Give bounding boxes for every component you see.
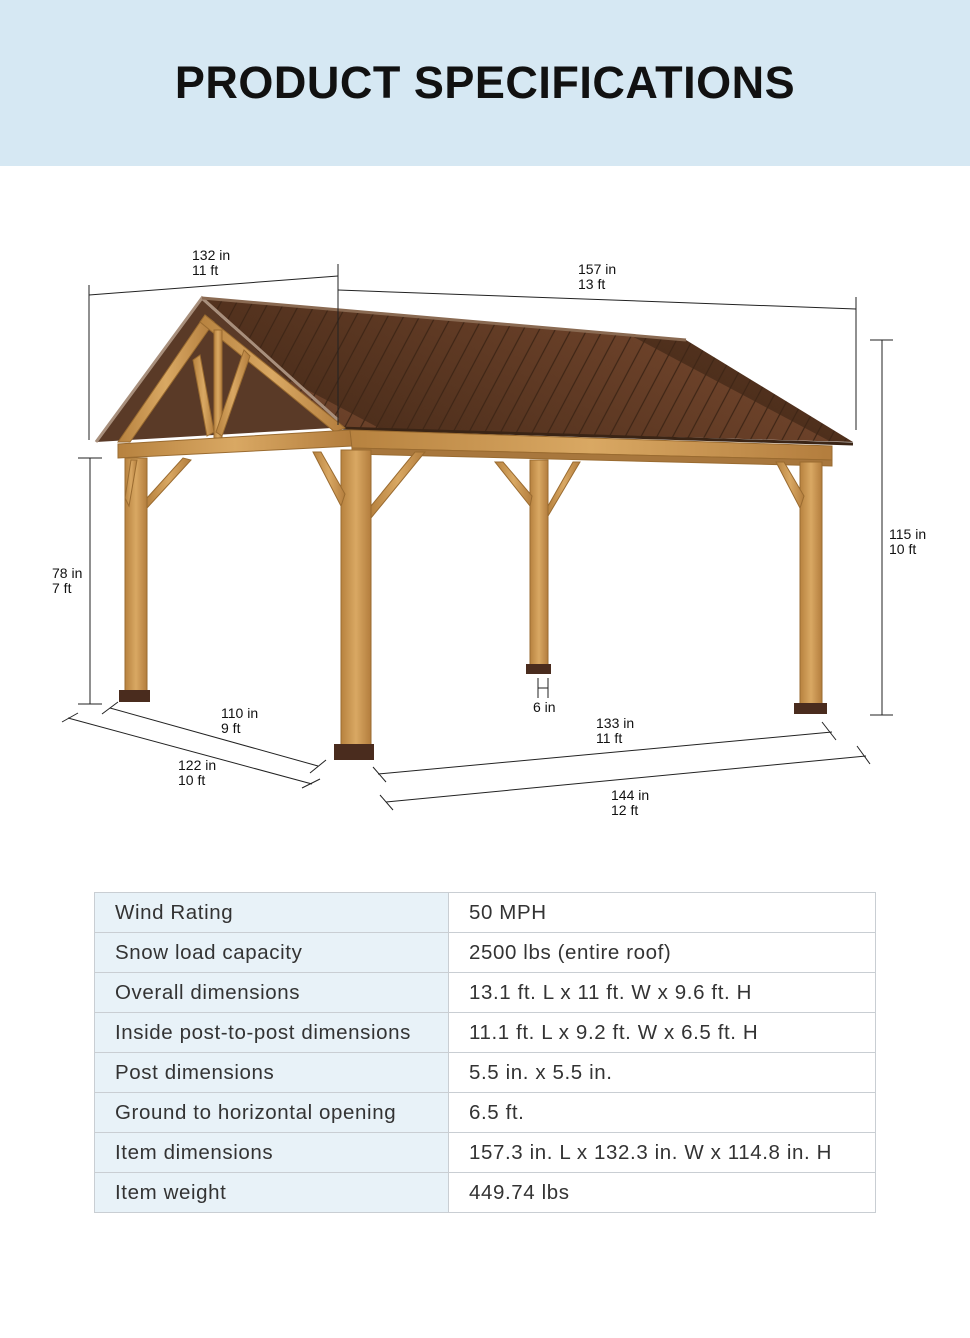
gazebo-illustration xyxy=(0,166,970,856)
spec-label: Inside post-to-post dimensions xyxy=(95,1013,449,1053)
dim-length-base: 144 in 12 ft xyxy=(611,787,650,818)
table-row xyxy=(95,1173,876,1213)
spec-label: Item dimensions xyxy=(95,1133,449,1173)
spec-value: 50 MPH xyxy=(449,893,876,933)
spec-value: 157.3 in. L x 132.3 in. W x 114.8 in. H xyxy=(449,1133,876,1173)
spec-label: Ground to horizontal opening xyxy=(95,1093,449,1133)
spec-label: Overall dimensions xyxy=(95,973,449,1013)
table-row xyxy=(95,893,876,933)
posts xyxy=(125,450,822,746)
table-row xyxy=(95,1093,876,1133)
dim-height-opening: 78 in 7 ft xyxy=(52,565,83,596)
spec-value: 6.5 ft. xyxy=(449,1093,876,1133)
dim-depth-top: 132 in 11 ft xyxy=(192,247,231,278)
spec-label: Wind Rating xyxy=(95,893,449,933)
table-row xyxy=(95,973,876,1013)
spec-value: 13.1 ft. L x 11 ft. W x 9.6 ft. H xyxy=(449,973,876,1013)
table-row xyxy=(95,1013,876,1053)
dim-length-top: 157 in 13 ft xyxy=(578,261,617,292)
table-row xyxy=(95,1133,876,1173)
gazebo-diagram xyxy=(0,166,970,856)
spec-value: 449.74 lbs xyxy=(449,1173,876,1213)
page-title: PRODUCT SPECIFICATIONS xyxy=(174,57,796,108)
table-row xyxy=(95,933,876,973)
dim-depth-inside: 110 in 9 ft xyxy=(221,705,259,736)
table-row xyxy=(95,1053,876,1093)
spec-label: Post dimensions xyxy=(95,1053,449,1093)
spec-label: Snow load capacity xyxy=(95,933,449,973)
spec-value: 2500 lbs (entire roof) xyxy=(449,933,876,973)
spec-value: 11.1 ft. L x 9.2 ft. W x 6.5 ft. H xyxy=(449,1013,876,1053)
dim-post: 6 in xyxy=(533,699,556,715)
dim-height-total: 115 in 10 ft xyxy=(889,526,927,557)
dim-depth-base: 122 in 10 ft xyxy=(178,757,217,788)
specifications-table xyxy=(94,892,876,1213)
spec-label: Item weight xyxy=(95,1173,449,1213)
spec-value: 5.5 in. x 5.5 in. xyxy=(449,1053,876,1093)
dim-length-inside: 133 in 11 ft xyxy=(596,715,635,746)
header-banner xyxy=(0,0,970,166)
